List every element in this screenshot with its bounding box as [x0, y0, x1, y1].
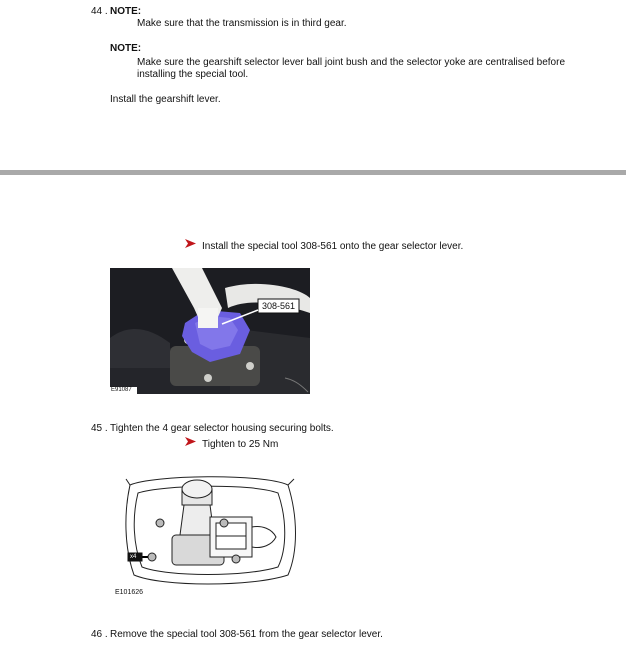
note-2-label: NOTE:: [110, 43, 142, 54]
note-2-line-1: Make sure the gearshift selector lever ball joint bush and the selector yoke are centralised before: [137, 57, 566, 68]
photo-figure-id: E91087: [111, 387, 132, 393]
step-45-text: Tighten the 4 gear selector housing securing bolts.: [110, 423, 334, 434]
torque-spec-text: Tighten to 25 Nm: [202, 439, 279, 450]
step-46-number: 46 .: [91, 629, 108, 640]
red-arrow-bullet-icon: [185, 239, 196, 248]
drawing-figure-id: E101626: [115, 589, 144, 596]
note-1-label: NOTE:: [110, 6, 142, 17]
note-1-text: Make sure that the transmission is in third gear.: [137, 18, 347, 29]
gear-selector-housing-drawing: [112, 457, 304, 599]
step-45-number: 45 .: [91, 423, 108, 434]
gear-selector-photo: [110, 268, 310, 394]
install-gearshift-instruction: Install the gearshift lever.: [110, 94, 221, 105]
step-44-number: 44 .: [91, 6, 108, 17]
bolt-count-callout: x4: [130, 554, 137, 560]
red-arrow-bullet-icon: [185, 437, 196, 446]
tool-number-callout: 308-561: [262, 301, 296, 311]
note-2-line-2: installing the special tool.: [137, 69, 249, 80]
section-divider: [0, 170, 626, 175]
step-46-text: Remove the special tool 308-561 from the gear selector lever.: [110, 629, 383, 640]
install-special-tool-instruction: Install the special tool 308-561 onto the gear selector lever.: [202, 241, 464, 252]
